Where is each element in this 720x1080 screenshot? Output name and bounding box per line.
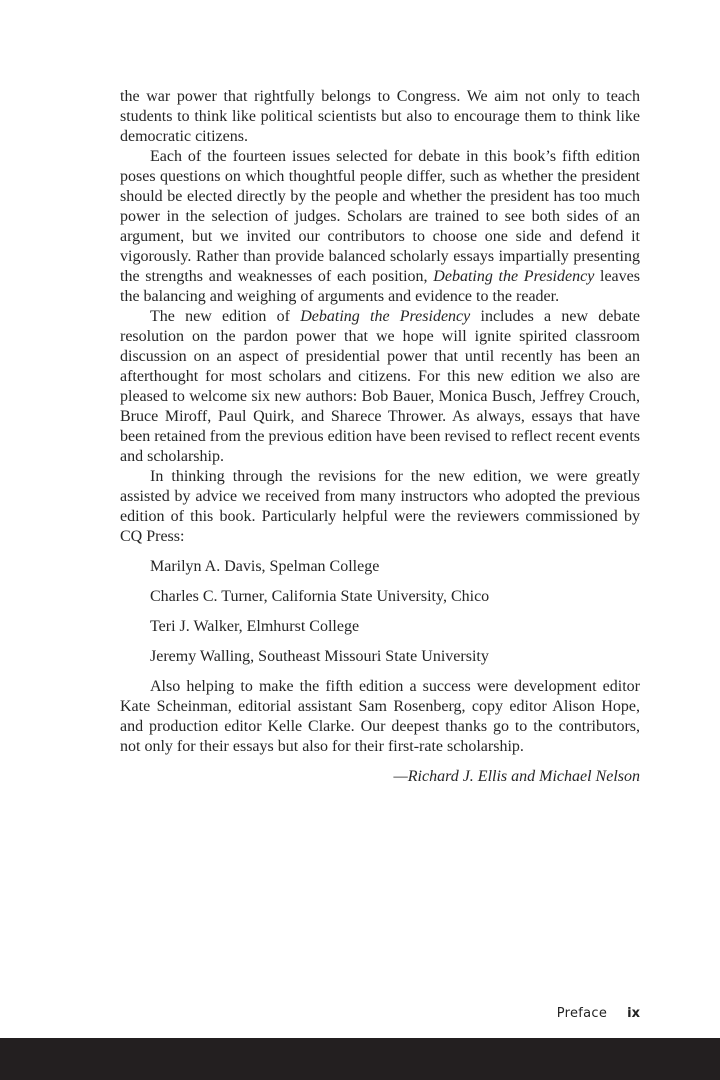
paragraph-4: In thinking through the revisions for the new edition, we were greatly assisted by advice we received from many instructors who adopted the previous edition of this book. Particularly helpful were the reviewers commissioned by CQ Press: xyxy=(120,468,640,545)
paragraph-2-text-b: leaves the balancing and weighing of arguments and evidence to the reader. xyxy=(120,268,640,305)
reviewer-item: Teri J. Walker, Elmhurst College xyxy=(150,618,360,635)
paragraph-5: Also helping to make the fifth edition a success were development editor Kate Scheinman, editorial assistant Sam Rosenberg, copy editor Alison Hope, and production editor Kelle Clarke. Our deepest thanks go to the contributors, not only for their essays but also for their first-rate scholarship. xyxy=(120,678,640,755)
signature: —Richard J. Ellis and Michael Nelson xyxy=(393,768,640,785)
bottom-bar xyxy=(0,1038,720,1080)
page-number: ix xyxy=(627,1006,640,1021)
paragraph-3 xyxy=(120,307,640,467)
book-title: Debating the Presidency xyxy=(433,268,595,285)
paragraph-1: the war power that rightfully belongs to Congress. We aim not only to teach students to think like political scientists but also to encourage them to think like democratic citizens. xyxy=(120,88,640,145)
paragraph-3-text-a: The new edition of xyxy=(150,308,301,325)
paragraph-2 xyxy=(120,147,640,307)
preface-text xyxy=(120,87,640,803)
reviewer-item: Charles C. Turner, California State University, Chico xyxy=(150,588,490,605)
footer-section-label: Preface xyxy=(556,1006,608,1021)
paragraph-2-text-a: Each of the fourteen issues selected for debate in this book’s fifth edition poses questions on which thoughtful people differ, such as whether the president should be elected directly by the people and whether the president has too much power in the selection of judges. Scholars are trained to see both sides of an argument, but we invited our contributors to choose one side and defend it vigorously. Rather than provide balanced scholarly essays impartially presenting the strengths and weaknesses of each position, xyxy=(120,148,640,285)
page-footer xyxy=(557,1006,640,1021)
reviewer-list xyxy=(120,557,640,667)
book-title: Debating the Presidency xyxy=(300,308,471,325)
paragraph-3-text-b: includes a new debate resolution on the pardon power that we hope will ignite spirited classroom discussion on an aspect of presidential power that until recently has been an afterthought for most scholars and citizens. For this new edition we also are pleased to welcome six new authors: Bob Bauer, Monica Busch, Jeffrey Crouch, Bruce Miroff, Paul Quirk, and Sharece Thrower. As always, essays that have been retained from the previous edition have been revised to reflect recent events and scholarship. xyxy=(120,308,641,465)
reviewer-item: Jeremy Walling, Southeast Missouri State University xyxy=(150,648,489,665)
reviewer-item: Marilyn A. Davis, Spelman College xyxy=(150,558,380,575)
